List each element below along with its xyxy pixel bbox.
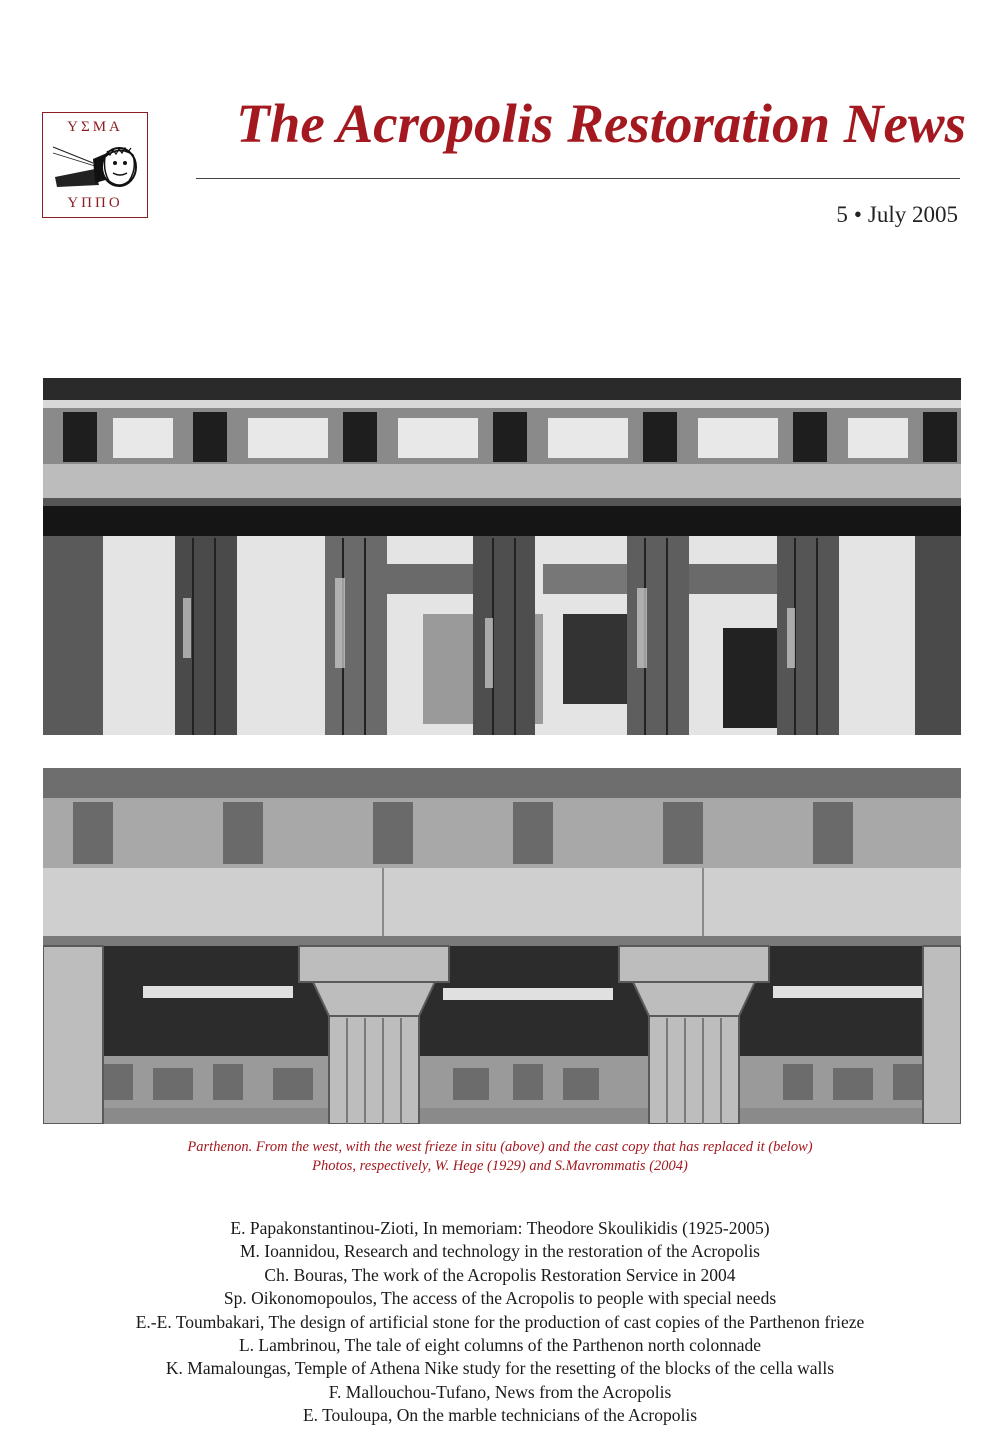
- ysma-logo: [42, 112, 148, 218]
- contents-item: L. Lambrinou, The tale of eight columns of the Parthenon north colonnade: [238, 1335, 762, 1356]
- parthenon-west-frieze-cast-copy-photo: [43, 768, 961, 1124]
- contents-item: Sp. Oikonomopoulos, The access of the Acropolis to people with special needs: [223, 1288, 777, 1309]
- parthenon-west-frieze-in-situ-photo: [43, 378, 961, 735]
- caption-line-2: Photos, respectively, W. Hege (1929) and S.Mavrommatis (2004): [312, 1158, 688, 1174]
- contents-item: E. Papakonstantinou-Zioti, In memoriam: Theodore Skoulikidis (1925-2005): [230, 1218, 770, 1238]
- caption-line-1: Parthenon. From the west, with the west frieze in situ (above) and the cast copy that has replaced it (below): [187, 1139, 813, 1155]
- photo-caption: [0, 1138, 1000, 1176]
- issue-line: [836, 202, 958, 228]
- table-of-contents: [0, 1217, 1000, 1428]
- contents-item: E.-E. Toumbakari, The design of artificial stone for the production of cast copies of the Parthenon frieze: [135, 1311, 865, 1332]
- logo-bottom-text: ΥΠΠΟ: [67, 195, 123, 211]
- issue-date: July 2005: [867, 202, 958, 227]
- contents-item: K. Mamaloungas, Temple of Athena Nike study for the resetting of the blocks of the cella walls: [165, 1358, 835, 1379]
- contents-item: Ch. Bouras, The work of the Acropolis Restoration Service in 2004: [264, 1264, 736, 1285]
- lion-head-icon: [49, 139, 141, 193]
- contents-item: F. Mallouchou-Tufano, News from the Acropolis: [328, 1381, 672, 1402]
- title-divider: [196, 178, 960, 179]
- contents-item: E. Touloupa, On the marble technicians of the Acropolis: [302, 1405, 698, 1426]
- issue-number: 5: [836, 202, 848, 227]
- issue-separator: •: [853, 202, 862, 227]
- page-title: The Acropolis Restoration News: [236, 93, 966, 154]
- logo-top-text: ΥΣΜΑ: [67, 119, 123, 135]
- contents-item: M. Ioannidou, Research and technology in the restoration of the Acropolis: [239, 1241, 760, 1262]
